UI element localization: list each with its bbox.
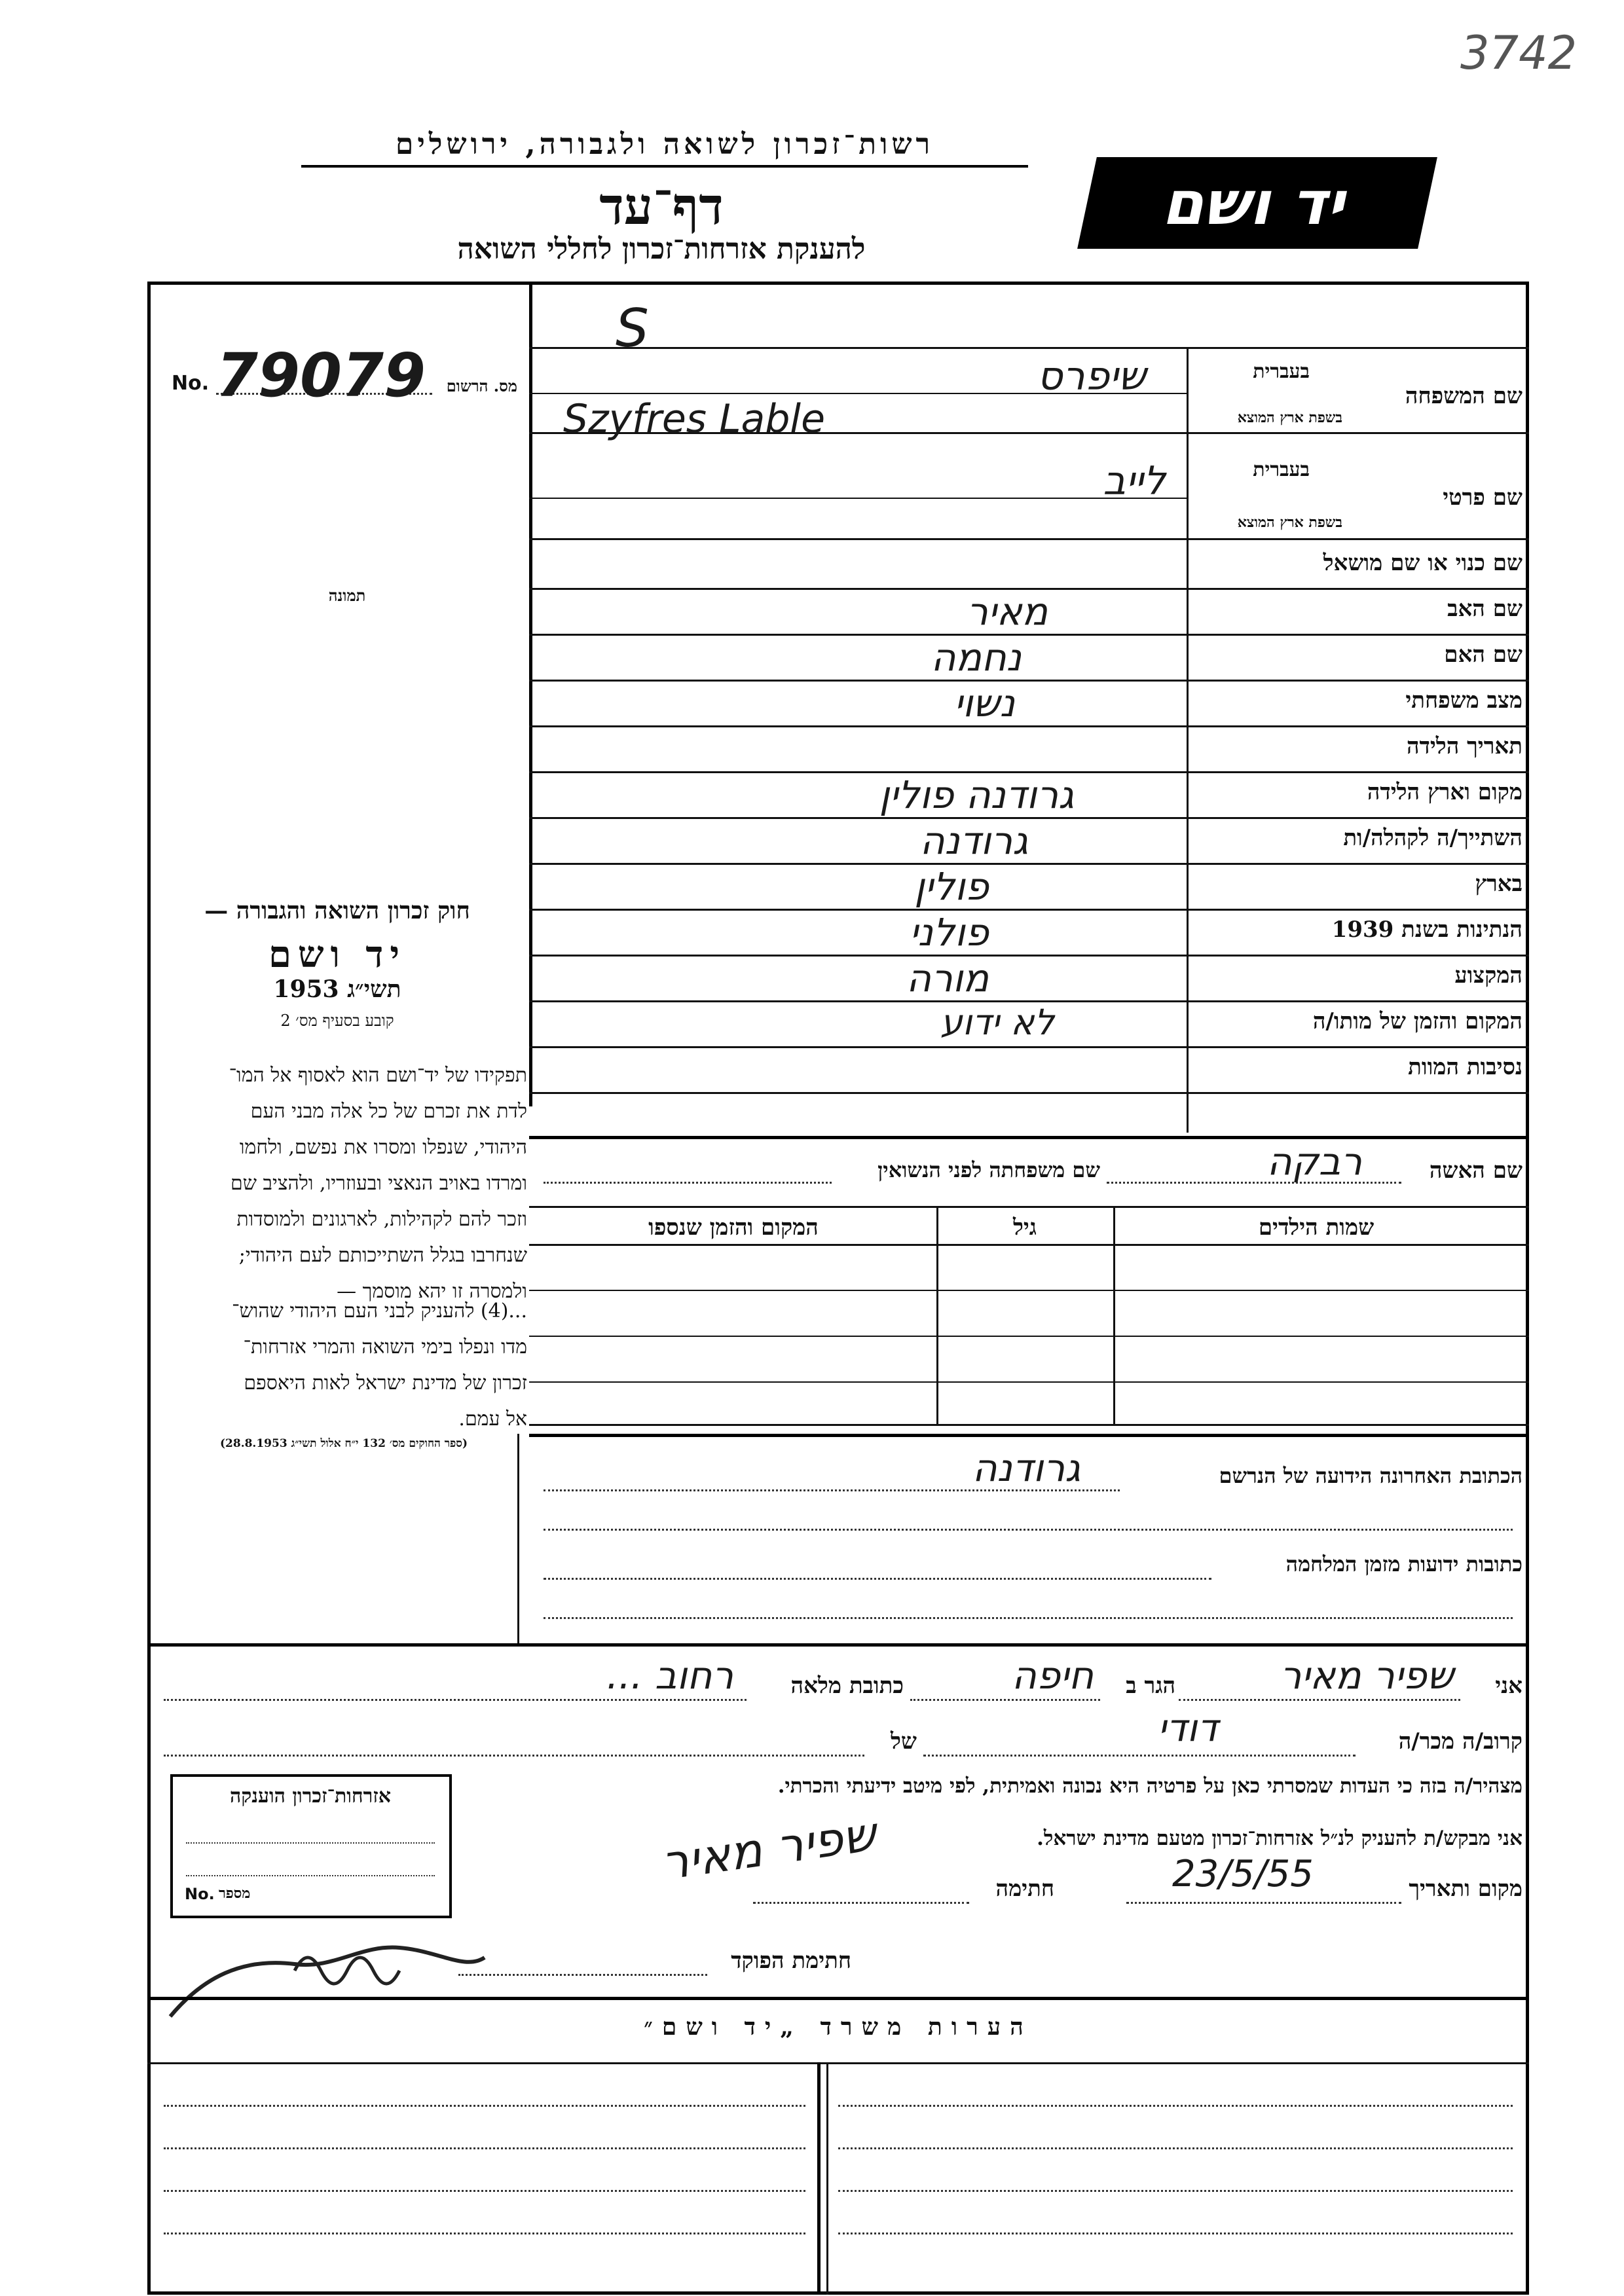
nickname-label: שם כנוי או שם מושאל [1323, 550, 1522, 576]
officer-signature-label: חתימת הפוקד [731, 1948, 851, 1974]
citizenship-1939-label: הנתינות בשנת 1939 [1331, 917, 1522, 943]
children-death-header: המקום והזמן שנספו [648, 1214, 819, 1241]
citizenship-no-label: No. [185, 1885, 215, 1903]
death-place-value: לא ידוע [940, 1002, 1054, 1043]
first-name-hebrew-value: לייב [1103, 458, 1166, 504]
law-paragraph-2: ...(4) להעניק לבני העם היהודי שהוש־ מדו ונפלו בימי השואה והמרי אזרחות־ זכרון של מדינת ישראל לאות היאספם אל עמם. [231, 1300, 527, 1430]
authority-line: רשות־זכרון לשואה ולגבורה, ירושלים [301, 128, 1028, 168]
citizenship-1939-value: פולני [909, 910, 989, 955]
date-value: 23/5/55 [1172, 1853, 1314, 1895]
first-name-hebrew-label: בעברית [1253, 458, 1310, 481]
surname-hebrew-label: בעברית [1253, 360, 1310, 383]
logo-lettering: יד ושם [1158, 168, 1356, 238]
law-title: חוק זכרון השואה והגבורה — [204, 897, 470, 924]
marital-status-value: נשוי [953, 681, 1015, 725]
last-address-value: גרודנה [972, 1446, 1080, 1490]
maiden-name-label: שם משפחתה לפני הנשואין [877, 1157, 1100, 1182]
signature-label: חתימה [995, 1876, 1054, 1902]
death-place-label: המקום והזמן של מותו/ה [1312, 1008, 1522, 1034]
law-paragraph-1: תפקידו של יד־ושם הוא לאסוף אל המו־ לדת את זכרם של כל אלה מבני העם היהודי, שנפלו ומסרו את נפשם, ולחמו ומרדו באויב הנאצי ובעוזריו, ולהציב שם וזכר להם לקהילות, לארגונים ולמוסדות שנחרבו בגלל השתייכותם לעם היהודי; ולמסרה זו יהא מוסמך — [229, 1064, 527, 1303]
place-date-label: מקום ותאריך [1409, 1876, 1522, 1902]
country-value: פולין [914, 864, 989, 909]
law-clause: קובע בסעיף מס׳ 2 [280, 1011, 394, 1030]
birth-date-label: תאריך הלידה [1406, 733, 1522, 759]
profession-label: המקצוע [1454, 962, 1522, 989]
community-label: השתייך/ה לקהלה/ות [1343, 825, 1522, 851]
registration-number: 79079 [216, 340, 426, 410]
declaration-line-2: אני מבקש/ת להעניק לנ״ל אזרחות־זכרון מטעם מדינת ישראל. [1037, 1827, 1522, 1850]
declaration-line-1: מצהיר/ה בזה כי העדות שמסרתי כאן על פרטיה היא נכונה ואמיתית, לפי מיטב ידיעתי והכרתי. [777, 1774, 1522, 1798]
father-value: מאיר [967, 589, 1048, 634]
wartime-address-label: כתובות ידועות מזמן המלחמה [1285, 1552, 1522, 1576]
resides-label: הגר ב [1126, 1673, 1175, 1699]
law-name: יד ושם [268, 933, 407, 976]
surname-origin-value: Szyfres Lable [563, 396, 825, 442]
surname-hebrew-value: שיפרס [1037, 354, 1146, 399]
citizenship-number-label: מספר [219, 1885, 251, 1902]
declarant-name-value: שפיר מאיר [1280, 1653, 1454, 1698]
relative-label: קרוב/ה מכר/ה [1398, 1728, 1522, 1755]
relation-value: דודי [1157, 1705, 1218, 1750]
declarant-address-value: רחוב ... [606, 1653, 733, 1698]
profession-value: מורה [906, 956, 989, 1000]
office-notes-title: הערות משרד „יד ושם״ [644, 2013, 1033, 2041]
full-address-label: כתובת מלאה [790, 1673, 904, 1699]
children-names-header: שמות הילדים [1258, 1214, 1375, 1241]
top-mark: S [616, 298, 649, 359]
children-age-header: גיל [1012, 1214, 1037, 1241]
law-citation: (ספר החוקים מס׳ 132 י״ח אלול תשי״ג 28.8.1953) [219, 1437, 468, 1450]
death-circumstances-label: נסיבות המוות [1408, 1054, 1522, 1080]
first-name-label: שם פרטי [1443, 484, 1522, 511]
citizenship-granted-box [170, 1774, 452, 1918]
of-label: של [891, 1728, 917, 1755]
declarant-city-value: חיפה [1012, 1653, 1094, 1698]
citizenship-granted-title: אזרחות־זכרון הוענקה [229, 1785, 392, 1808]
declarant-i-label: אני [1495, 1673, 1522, 1699]
first-name-origin-label: בשפת ארץ המוצא [1237, 514, 1342, 531]
wife-label: שם האשה [1429, 1157, 1522, 1184]
last-address-label: הכתובת האחרונה הידועה של הנרשם [1219, 1463, 1522, 1488]
registration-label: מס. הרשום [446, 376, 517, 395]
corner-number: 3742 [1460, 26, 1578, 80]
declarant-signature: שפיר מאיר [658, 1806, 879, 1891]
surname-origin-label: בשפת ארץ המוצא [1237, 409, 1342, 426]
birth-place-value: גרודנה פולין [879, 773, 1074, 817]
birth-place-label: מקום וארץ הלידה [1367, 779, 1522, 805]
mother-label: שם האם [1444, 642, 1522, 668]
photo-label: תמונה [328, 586, 366, 605]
yad-vashem-logo [1077, 157, 1437, 249]
form-subtitle: להענקת אזרחות־זכרון לחללי השואה [457, 232, 866, 266]
father-label: שם האב [1447, 596, 1522, 622]
mother-value: נחמה [931, 635, 1022, 680]
surname-label: שם המשפחה [1405, 383, 1522, 409]
country-label: בארץ [1475, 871, 1522, 897]
form-title: דף־עד [599, 177, 724, 236]
law-year: תשי״ג 1953 [273, 975, 401, 1003]
wife-value: רבקה [1266, 1139, 1362, 1184]
no-label: No. [172, 372, 210, 395]
community-value: גרודנה [919, 818, 1028, 863]
marital-status-label: מצב משפחתי [1405, 687, 1522, 714]
